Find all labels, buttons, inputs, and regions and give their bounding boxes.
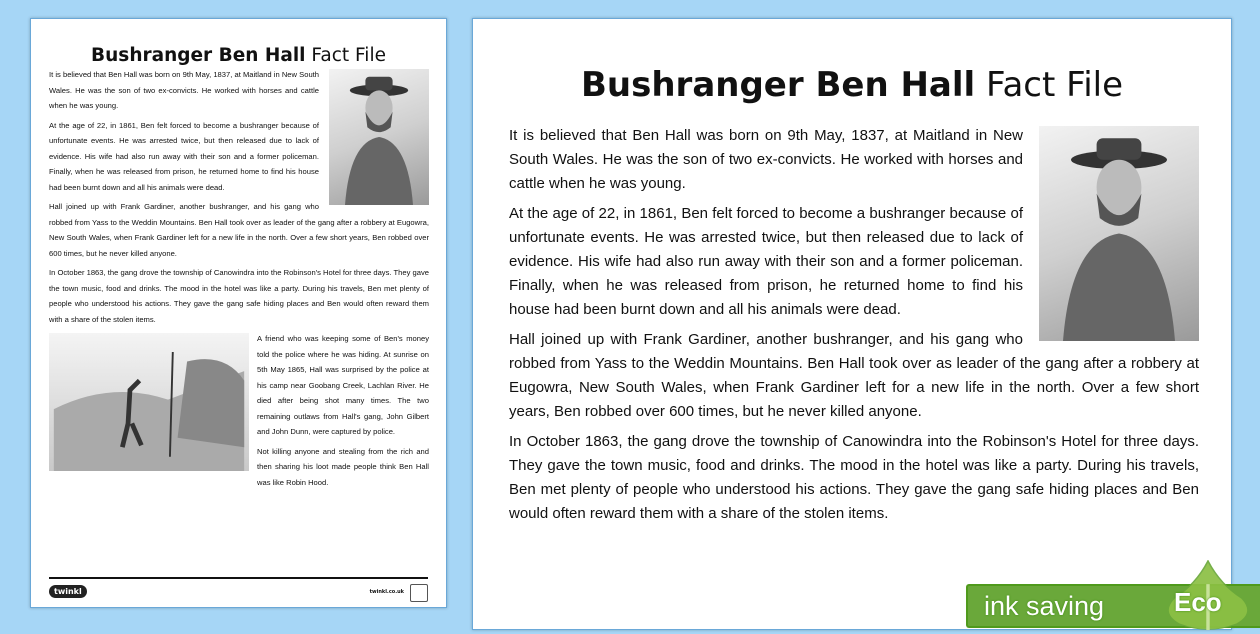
ben-hall-portrait-image [329,69,429,205]
twinkl-logo: twinkl [49,585,87,598]
footer-site: twinkl.co.uk [369,589,404,595]
paragraph: It is believed that Ben Hall was born on 9th May, 1837, at Maitland in New South Wales. He was the son of two ex-convicts. He worked with horses and cattle when he was young. [49,70,319,110]
paragraph: In October 1863, the gang drove the township of Canowindra into the Robinson's Hotel for three days. They gave the town music, food and drinks. The mood in the hotel was like a party. During his travels, Ben met plenty of people who understood his actions. They gave the gang safe hiding places and Ben would often reward them with a share of the stolen items. [509,433,1199,522]
document-body [509,124,1199,532]
paragraph: Not killing anyone and stealing from the rich and then sharing his loot made people think Ben Hall was like Robin Hood. [257,446,429,487]
paragraph: Hall joined up with Frank Gardiner, another bushranger, and his gang who robbed from Yass to the Weddin Mountains. Ben Hall took over as leader of the gang after a robbery at Eugowra, New South Wales, when Frank Gardiner left for a new life in the north. Over a few short years, Ben robbed over 600 times, but he never killed anyone. [509,331,1199,420]
paragraph: Hall joined up with Frank Gardiner, another bushranger, and his gang who robbed from Yass to the Weddin Mountains. Ben Hall took over as leader of the gang after a robbery at Eugowra, New South Wales, when Frank Gardiner left for a new life in the north. Over a few short years, Ben robbed over 600 times, but he never killed anyone. [49,202,429,258]
paragraph: A friend who was keeping some of Ben's money told the police where he was hiding. At sunrise on 5th May 1865, Hall was surprised by the police at his camp near Goobang Creek, Lachlan River. He died after being shot many times. The two remaining outlaws from Hall's gang, John Gilbert and John Dunn, were captured by police. [257,334,429,436]
paragraph: At the age of 22, in 1861, Ben felt forced to become a bushranger because of unfortunate events. He was arrested twice, but then released due to lack of evidence. His wife had also run away with their son and a former policeman. Finally, when he was released from prison, he returned home to find his house had been burnt down and all his animals were dead. [49,120,319,192]
document-body [49,67,429,494]
page-title: Bushranger Ben Hall Fact File [91,45,386,66]
paragraph: At the age of 22, in 1861, Ben felt forced to become a bushranger because of unfortunate events. He was arrested twice, but then released due to lack of evidence. His wife had also run away with their son and a former policeman. Finally, when he was released from prison, he returned home to find his house had been burnt down and all his animals were dead. [509,205,1023,318]
quality-badge-icon [410,584,428,602]
thumbnail-page[interactable] [30,18,447,608]
ink-saving-label: ink saving [984,591,1105,621]
ambush-scene-image [49,333,249,471]
paragraph: In October 1863, the gang drove the township of Canowindra into the Robinson's Hotel for three days. They gave the town music, food and drinks. The mood in the hotel was like a party. During his travels, Ben met plenty of people who understood his actions. They gave the gang safe hiding places and Ben would often reward them with a share of the stolen items. [49,268,429,324]
page-title: Bushranger Ben Hall Fact File [580,65,1124,105]
main-page-preview [472,18,1232,630]
eco-drop-icon [1160,560,1256,630]
eco-label: Eco [1174,587,1222,617]
page-footer [49,577,428,596]
paragraph: It is believed that Ben Hall was born on 9th May, 1837, at Maitland in New South Wales. He was the son of two ex-convicts. He worked with horses and cattle when he was young. [509,127,1023,192]
ben-hall-portrait-image [1039,126,1199,341]
